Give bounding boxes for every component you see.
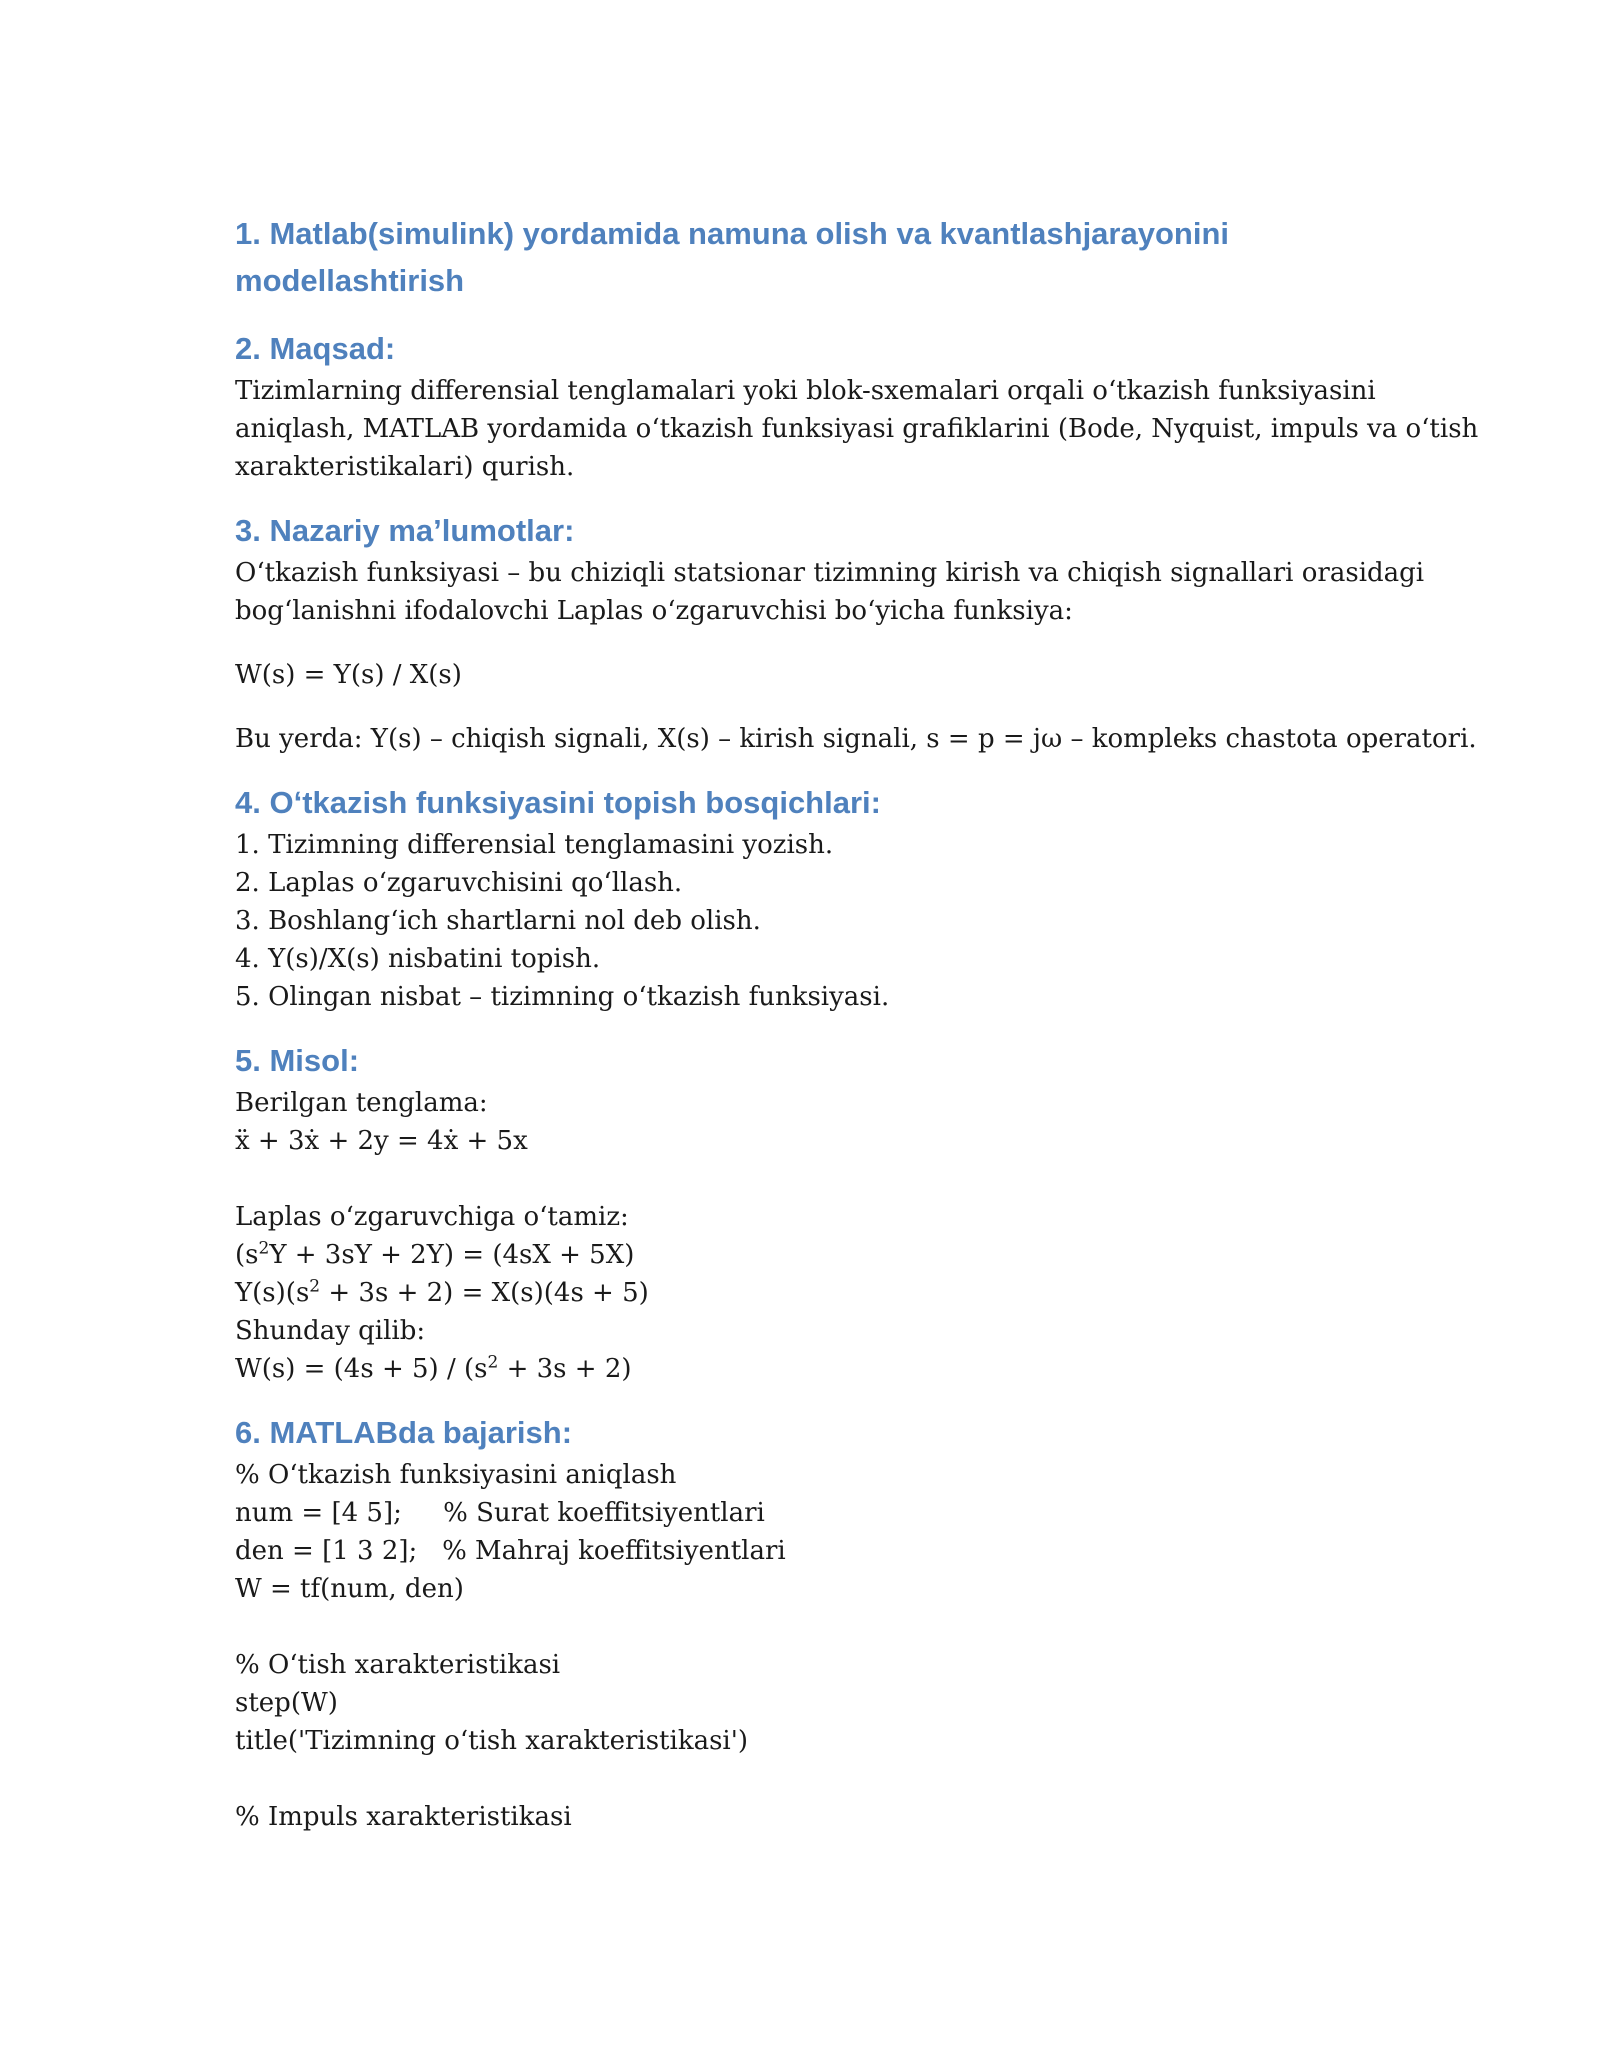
misol-block bbox=[235, 1084, 1365, 1388]
section-title-heading bbox=[235, 210, 1365, 304]
matlab-code bbox=[235, 1456, 1365, 1836]
spacer bbox=[235, 1760, 1365, 1798]
nazariy-note: Bu yerda: Y(s) – chiqish signali, X(s) – kirish signali, s = p = jω – kompleks chastota operatori. bbox=[235, 724, 1477, 754]
bosqichlar-list bbox=[235, 826, 1365, 1016]
bosqichlar-heading: 4. Oʻtkazish funksiyasini topish bosqichlari: bbox=[235, 785, 881, 820]
spacer bbox=[235, 630, 1365, 656]
misol-given-label: Berilgan tenglama: bbox=[235, 1088, 488, 1118]
title-line-2: modellashtirish bbox=[235, 263, 465, 298]
nazariy-line-2: bogʻlanishni ifodalovchi Laplas oʻzgaruvchisi boʻyicha funksiya: bbox=[235, 596, 1073, 626]
code-line: den = [1 3 2]; % Mahraj koeffitsiyentlari bbox=[235, 1536, 786, 1566]
title-line-1: 1. Matlab(simulink) yordamida namuna olish va kvantlashjarayonini bbox=[235, 216, 1229, 251]
matlab-heading: 6. MATLABda bajarish: bbox=[235, 1415, 573, 1450]
maqsad-line-1: Tizimlarning differensial tenglamalari yoki blok-sxemalari orqali oʻtkazish funksiyasini bbox=[235, 376, 1376, 406]
nazariy-heading: 3. Nazariy ma’lumotlar: bbox=[235, 513, 575, 548]
code-line: num = [4 5]; % Surat koeffitsiyentlari bbox=[235, 1498, 765, 1528]
list-item: 2. Laplas oʻzgaruvchisini qoʻllash. bbox=[235, 868, 683, 898]
list-item: 1. Tizimning differensial tenglamasini yozish. bbox=[235, 830, 834, 860]
misol-equation-3: $Y(s)(s^2 + 3s + 2) = X(s)(4s + 5)$ bbox=[235, 1276, 649, 1308]
nazariy-line-1: Oʻtkazish funksiyasi – bu chiziqli statsionar tizimning kirish va chiqish signallari orasidagi bbox=[235, 558, 1425, 588]
list-item: 4. Y(s)/X(s) nisbatini topish. bbox=[235, 944, 601, 974]
misol-result: $W(s) = (4s + 5) / (s^2 + 3s + 2)$ bbox=[235, 1352, 632, 1384]
maqsad-heading: 2. Maqsad: bbox=[235, 331, 396, 366]
code-line: W = tf(num, den) bbox=[235, 1574, 464, 1604]
code-line: % Impuls xarakteristikasi bbox=[235, 1802, 572, 1832]
code-line: % Oʻtkazish funksiyasini aniqlash bbox=[235, 1460, 677, 1490]
code-line: % Oʻtish xarakteristikasi bbox=[235, 1650, 561, 1680]
misol-equation-2: $(s^2Y + 3sY + 2Y) = (4sX + 5X)$ bbox=[235, 1238, 635, 1270]
document-content bbox=[235, 210, 1479, 1836]
spacer bbox=[235, 694, 1365, 720]
misol-shunday-label: Shunday qilib: bbox=[235, 1316, 426, 1346]
maqsad-line-2: aniqlash, MATLAB yordamida oʻtkazish funksiyasi grafiklarini (Bode, Nyquist, impuls va oʻtish bbox=[235, 414, 1479, 444]
list-item: 3. Boshlangʻich shartlarni nol deb olish. bbox=[235, 906, 761, 936]
nazariy-formula: W(s) = Y(s) / X(s) bbox=[235, 660, 462, 690]
misol-equation: ẍ + 3ẋ + 2y = 4ẋ + 5x bbox=[235, 1126, 528, 1156]
nazariy-paragraph bbox=[235, 554, 1425, 630]
code-line: title('Tizimning oʻtish xarakteristikasi') bbox=[235, 1726, 749, 1756]
maqsad-line-3: xarakteristikalari) qurish. bbox=[235, 452, 575, 482]
misol-heading: 5. Misol: bbox=[235, 1043, 360, 1078]
spacer bbox=[235, 1160, 1365, 1198]
maqsad-paragraph bbox=[235, 372, 1479, 486]
list-item: 5. Olingan nisbat – tizimning oʻtkazish funksiyasi. bbox=[235, 982, 890, 1012]
spacer bbox=[235, 1608, 1365, 1646]
code-line: step(W) bbox=[235, 1688, 338, 1718]
misol-laplas-label: Laplas oʻzgaruvchiga oʻtamiz: bbox=[235, 1202, 629, 1232]
